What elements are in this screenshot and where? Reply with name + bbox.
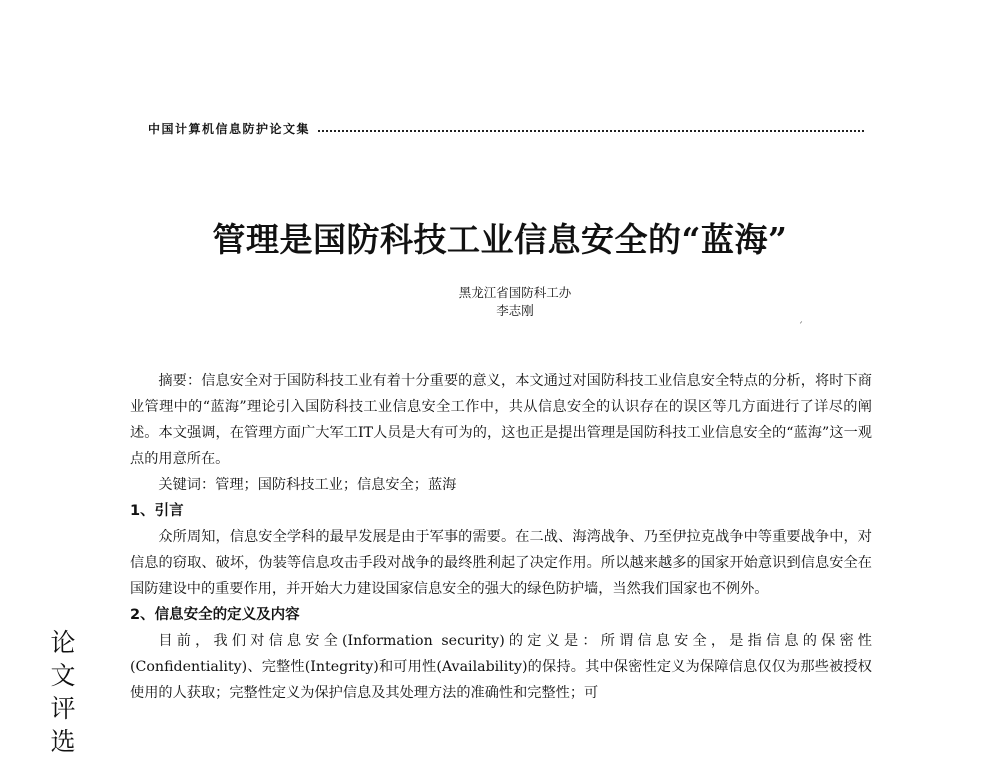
paper-title: 管理是国防科技工业信息安全的“蓝海” — [212, 220, 788, 259]
section-heading-introduction: 1、引言 — [130, 503, 184, 519]
keywords: 关键词：管理；国防科技工业；信息安全；蓝海 — [158, 477, 457, 493]
collection-title: 中国计算机信息防护论文集 — [148, 121, 311, 136]
header-dotted-rule — [318, 130, 864, 132]
running-header — [148, 120, 864, 136]
section-body-introduction: 众所周知，信息安全学科的最早发展是由于军事的需要。在二战、海湾战争、乃至伊拉克战争中等重要战争中，对信息的窃取、破坏，伪装等信息攻击手段对战争的最终胜利起了决定作用。所以越来越多的国家开始意识到信息安全在国防建设中的重要作用，并开始大力建设国家信息安全的强大的绿色防护墙，当然我们国家也不例外。 — [130, 529, 872, 597]
section-heading-definition: 2、信息安全的定义及内容 — [130, 607, 300, 623]
side-label-char: 选 — [50, 727, 76, 756]
author-organization: 黑龙江省国防科工办 — [458, 285, 572, 300]
paper-body — [130, 368, 872, 706]
side-label-char: 评 — [50, 694, 76, 723]
side-label-char: 文 — [50, 661, 76, 690]
side-label — [48, 626, 78, 758]
section-body-definition: 目前，我们对信息安全(Information security)的定义是：所谓信息安全，是指信息的保密性(Confidentiality)、完整性(Integrity)和可用性(Availability)的保持。其中保密性定义为保障信息仅仅为那些被授权使用的人获取；完整性定义为保护信息及其处理方法的准确性和完整性；可 — [130, 633, 872, 701]
scan-mark: ˊ — [798, 322, 803, 333]
side-label-char: 论 — [50, 628, 76, 657]
author-name: 李志刚 — [496, 303, 534, 318]
abstract: 摘要：信息安全对于国防科技工业有着十分重要的意义，本文通过对国防科技工业信息安全特点的分析，将时下商业管理中的“蓝海”理论引入国防科技工业信息安全工作中，共从信息安全的认识存在的误区等几方面进行了详尽的阐述。本文强调，在管理方面广大军工IT人员是大有可为的，这也正是提出管理是国防科技工业信息安全的“蓝海”这一观点的用意所在。 — [130, 373, 872, 467]
